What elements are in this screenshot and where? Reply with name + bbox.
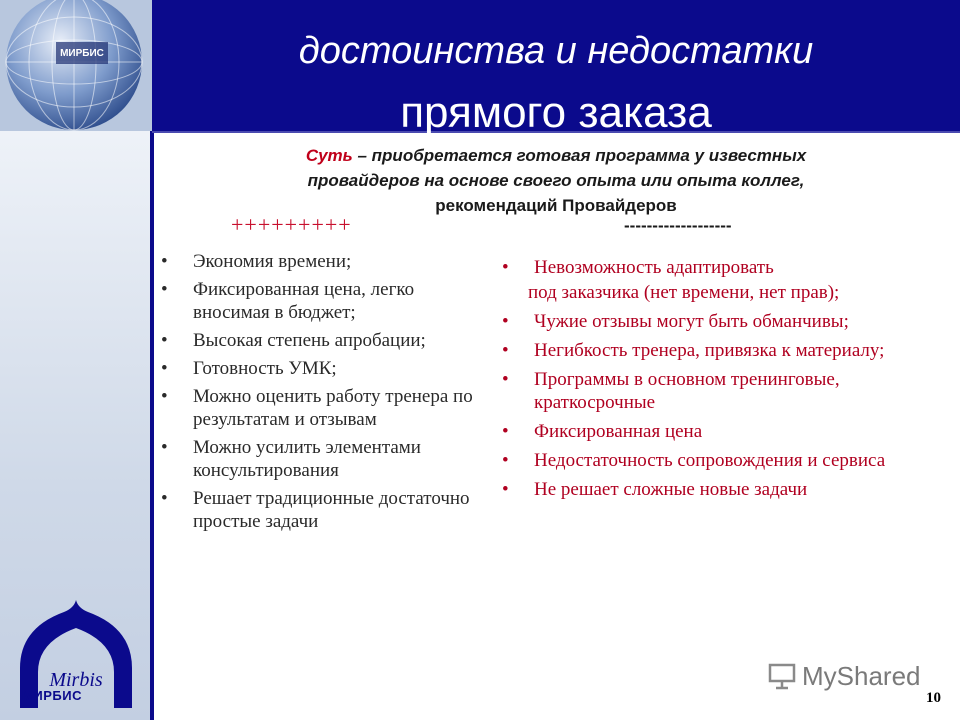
advantages-header: +++++++++: [231, 212, 352, 237]
essence-text1: – приобретается готовая программа у известных: [352, 146, 807, 165]
essence-block: [204, 143, 908, 218]
list-item: • Решает традиционные достаточно простые задачи: [157, 487, 477, 533]
list-item: • Экономия времени;: [157, 250, 477, 273]
list-item: • Можно оценить работу тренера по результатам и отзывам: [157, 385, 477, 431]
list-item: • Можно усилить элементами консультирования: [157, 436, 477, 482]
presentation-icon: [768, 661, 798, 691]
list-item: • Невозможность адаптировать: [498, 256, 918, 279]
list-item: • Чужие отзывы могут быть обманчивы;: [498, 310, 918, 333]
list-item-continuation: под заказчика (нет времени, нет прав);: [528, 282, 840, 303]
globe-logo: [0, 0, 152, 131]
slide-title-line2: прямого заказа: [400, 88, 712, 137]
slide-title-line1: достоинства и недостатки: [298, 30, 814, 72]
disadvantages-header: -------------------: [624, 216, 732, 235]
list-item: • Фиксированная цена: [498, 420, 918, 443]
watermark-text: MyShared: [802, 660, 921, 691]
watermark: [768, 658, 921, 694]
globe-icon: [0, 0, 152, 131]
essence-key: Суть: [305, 146, 353, 165]
essence-line2: провайдеров на основе своего опыта или опыта коллег,: [307, 171, 805, 190]
advantages-list: [157, 250, 477, 538]
disadvantages-list: [498, 256, 918, 507]
list-item: • Негибкость тренера, привязка к материалу;: [498, 339, 918, 362]
list-item: • Фиксированная цена, легко вносимая в бюджет;: [157, 278, 477, 324]
list-item: • Программы в основном тренинговые, краткосрочные: [498, 368, 918, 414]
list-item: • Не решает сложные новые задачи: [498, 478, 918, 501]
essence-line1: [204, 143, 908, 168]
essence-line3: рекомендаций Провайдеров: [435, 196, 677, 215]
logo-word: МИРБИС: [22, 688, 82, 703]
page-number: 10: [926, 690, 941, 706]
logo-script: Mirbis: [49, 669, 103, 691]
sidebar-divider: [150, 131, 154, 720]
globe-logo-text: МИРБИС: [60, 48, 104, 59]
list-item: • Высокая степень апробации;: [157, 329, 477, 352]
list-item: • Готовность УМК;: [157, 357, 477, 380]
list-item: • Недостаточность сопровождения и сервиса: [498, 449, 918, 472]
